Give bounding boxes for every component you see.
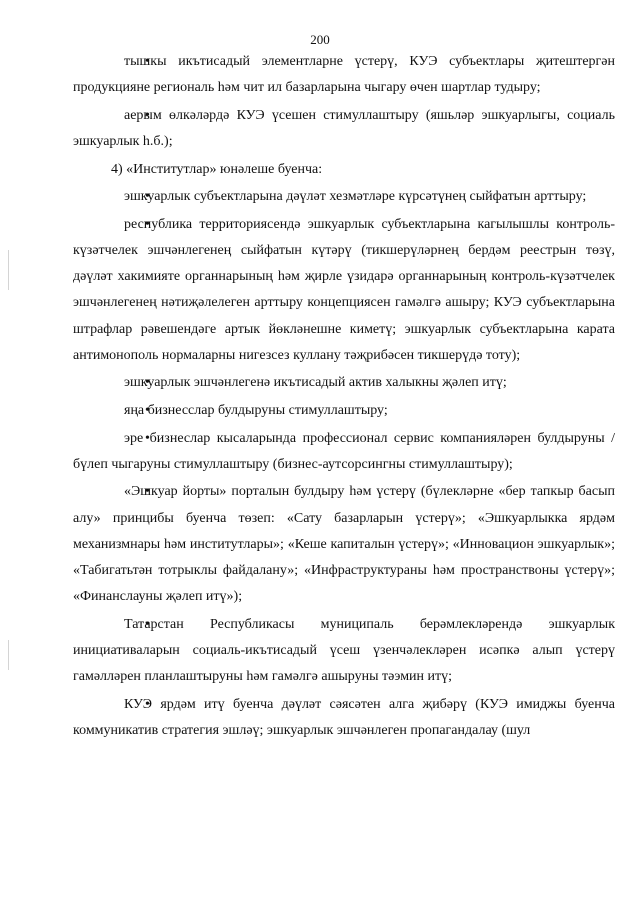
bullet-item: • «Эшкуар йорты» порталын булдыру һәм үстерү (бүлекләрне «бер тапкыр басып алу» принцибы буенча төзеп: «Сату базарларын үстерү»; «Эшкуарлыкка ярдәм механизмнары һәм институтлары»; «Кеше капиталын үстерү»; «Инновацион эшкуарлык»; «Табигатьтән тотрыклы файдалану»; «Инфраструктураны һәм пространствоны үстерү»; «Финанслауны җәлеп итү»); [73,479,615,610]
page-number: 200 [310,32,330,47]
bullet-item: • эшкуарлык субъектларына дәүләт хезмәтләре күрсәтүнең сыйфатын арттыру; [73,184,615,210]
left-margin-mark [8,640,9,670]
bullet-item: • республика территориясендә эшкуарлык субъектларына кагылышлы контроль-күзәтчелек эшчәнлегенең сыйфатын күтәрү (тикшерүләрнең бердәм реестрын төзү, дәүләт хакимияте органнарының һәм җирле үзидарә органнарының контроль-күзәтчелек эшчәнлегенең нәтиҗәлелеген арттыру концепциясен гамәлгә ашыру; КУЭ субъектларына штрафлар рәвешендәге артык йөкләнешне киметү; эшкуарлык субъектларына карата антимонополь нормаларны нигезсез куллану тәҗрибәсен тикшерүдә тоту); [73,212,615,369]
section-heading: 4) «Институтлар» юнәлеше буенча: [111,161,323,177]
bullet-item: • аерым өлкәләрдә КУЭ үсешен стимуллаштыру (яшьләр эшкуарлыгы, социаль эшкуарлык һ.б.); [73,103,615,155]
bullet-item: • эшкуарлык эшчәнлегенә икътисадый актив халыкны җәлеп итү; [73,370,615,396]
bullet-item: • Татарстан Республикасы муниципаль берәмлекләрендә эшкуарлык инициативаларын социаль-икътисадый үсеш үзенчәлекләрен исәпкә алып үстерү гамәлләрен планлаштыруны һәм гамәлгә ашыруны тәэмин итү; [73,612,615,691]
document-body [73,49,615,746]
bullet-item: • яңа бизнесслар булдыруны стимуллаштыру; [73,398,615,424]
left-margin-mark [8,250,9,290]
bullet-item: • тышкы икътисадый элементларне үстерү, КУЭ субъектлары җитештергән продукцияне региональ һәм чит ил базарларына чыгару өчен шартлар тудыру; [73,49,615,101]
bullet-item: • КУЭ ярдәм итү буенча дәүләт сәясәтен алга җибәрү (КУЭ имиджы буенча коммуникатив стратегия эшләү; эшкуарлык эшчәнлеген пропагандалау (шул [73,692,615,744]
bullet-item: • эре бизнеслар кысаларында профессионал сервис компанияләрен булдыруны / бүлеп чыгаруны стимуллаштыру (бизнес-аутсорсингны стимуллаштыру); [73,426,615,478]
